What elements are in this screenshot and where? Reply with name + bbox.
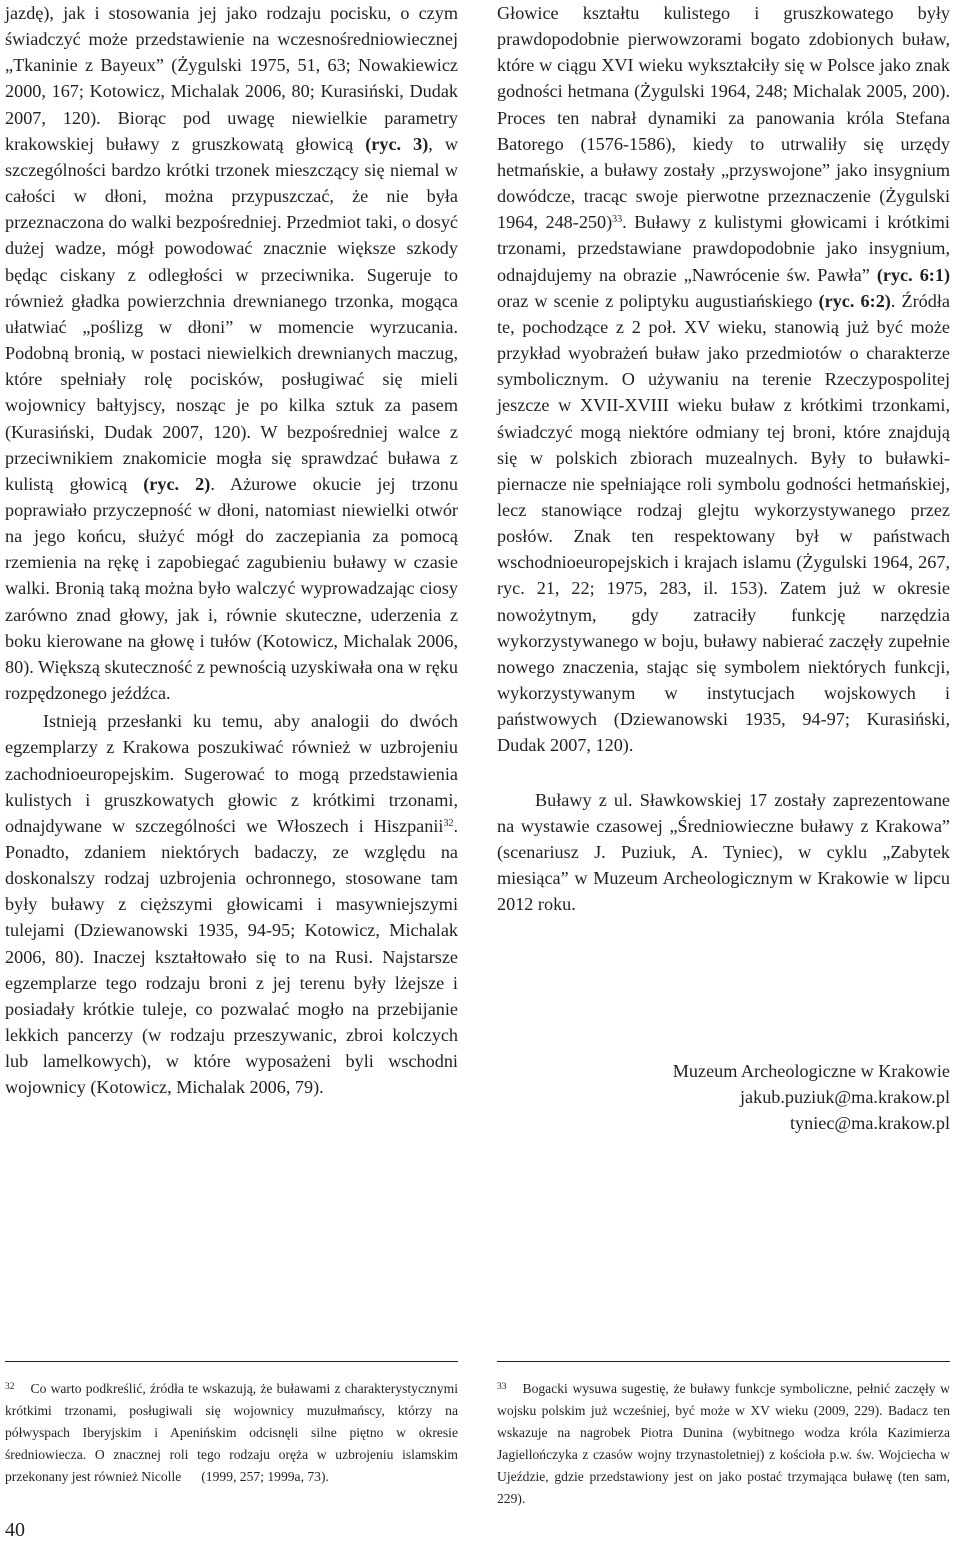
footnote-divider [5,1361,458,1362]
footnote-reference: (1999, 257; 1999a, 73). [201,1469,329,1485]
left-paragraph-2 [5,708,458,1100]
footnote-ref: 32 [443,817,454,829]
text-run: . Buławy z kulistymi głowicami i krótkimi trzonami, przedstawiane prawdopodobnie jako insygnium, odnajdujemy na obrazie „Nawrócenie św. Pawła” [497,212,950,285]
left-paragraph-1 [5,0,458,706]
text-run: Istnieją przesłanki ku temu, aby analogii do dwóch egzemplarzy z Krakowa poszukiwać również w uzbrojeniu zachodnioeuropejskim. Sugerować to mogą przedstawienia kulistych i gruszkowatych głowic z krótkimi trzonami, odnajdywane w szczególności we Włoszech i Hiszpanii [5,711,458,836]
footnote-number: 33 [497,1382,507,1392]
text-run: . Ponadto, zdaniem niektórych badaczy, ze względu na doskonalszy rodzaj uzbrojenia ochronnego, stosowane tam były buławy z cięższymi głowicami i masywniejszymi tulejami (Dziewanowski 1935, 94-95; Kotowicz, Michalak 2006, 80). Inaczej kształtowało się to na Rusi. Najstarsze egzemplarze tego rodzaju broni z jej terenu były lżejsze i posiadały krótkie tuleje, co pozwalać mogło na przebijanie lekkich pancerzy (w rodzaju przeszywanic, zbroi kolczych lub lamelkowych), w które wyposażeni byli wschodni wojownicy (Kotowicz, Michalak 2006, 79). [5,815,458,1098]
text-run: jazdę), jak i stosowania jej jako rodzaju pocisku, o czym świadczyć może przedstawienie na wczesnośredniowiecznej „Tkaninie z Bayeux” (Żygulski 1975, 51, 63; Nowakiewicz 2000, 167; Kotowicz, Michalak 2006, 80; Kurasiński, Dudak 2007, 120). Biorąc pod uwagę niewielkie parametry krakowskiej buławy z gruszkowatą głowicą [5,3,458,154]
footnote-text: Co warto podkreślić, źródła te wskazują, że buławami z charakterystycznymi krótkimi trzonami, posługiwali się wojownicy muzułmańscy, którzy na półwyspach Iberyjskim i Apenińskim odcisnęli silne piętno w okresie średniowiecza. O znacznej roli tego rodzaju oręża w uzbrojeniu islamskim przekonany jest również Nicolle [5,1381,458,1485]
author-email[interactable]: tyniec@ma.krakow.pl [789,1113,950,1134]
footnote-text: Bogacki wysuwa sugestię, że buławy funkcje symboliczne, pełnić zaczęły w wojsku polskim już wcześniej, być może w XV wieku (2009, 229). Badacz ten wskazuje na nagrobek Piotra Dunina (wybitnego wodza króla Kazimierza Jagiellończyka z czasów wojny trzynastoletniej) z kościoła p.w. św. Wojciecha w Ujeździe, gdzie przedstawiony jest on jako postać trzymająca buławę (ten sam, 229). [497,1381,950,1507]
text-run: oraz w scenie z poliptyku augustiańskiego [497,290,819,311]
footnote-number: 32 [5,1382,15,1392]
institution-name: Muzeum Archeologiczne w Krakowie [672,1061,950,1081]
text-run: Głowice kształtu kulistego i gruszkowatego były prawdopodobnie pierwowzorami bogato zdobionych buław, które w ciągu XVI wieku wykształciły się w Polsce jako znak godności hetmana (Żygulski 1964, 248; Michalak 2005, 200). Proces ten nabrał dynamiki za panowania króla Stefana Batorego (1576-1586), kiedy to utrwaliły się urzędy hetmańskie, a buławy zostały „przyswojone” jako insygnium dowódcze, tracąc swoje pierwotne przeznaczenie (Żygulski 1964, 248-250) [497,3,950,233]
footnote-ref: 33 [612,214,623,226]
right-paragraph-2: Buławy z ul. Sławkowskiej 17 zostały zaprezentowane na wystawie czasowej „Średniowieczne buławy z Krakowa” (scenariusz J. Puziuk, A. Tyniec), w cyklu „Zabytek miesiąca” w Muzeum Archeologicznym w Krakowie w lipcu 2012 roku. [497,789,950,915]
text-run: . Źródła te, pochodzące z 2 poł. XV wieku, stanowią już być może przykład wyobrażeń buław jako przedmiotów o charakterze symbolicznym. O używaniu na terenie Rzeczypospolitej jeszcze w XVII-XVIII wieku buław z krótkimi trzonkami, świadczyć mogą niektóre odmiany tej broni, które znajdują się w polskich zbiorach muzealnych. Były to buławki-piernacze nie spełniające roli symbolu godności hetmańskiej, lecz stanowiące rodzaj glejtu wykorzystywanego przez posłów. Znak ten respektowany był w państwach wschodnioeuropejskich i krajach islamu (Żygulski 1964, 267, ryc. 21, 22; 1975, 283, il. 153). Zatem już w okresie nowożytnym, gdy zatraciły funkcję narzędzia wykorzystywanego w boju, buławy nabierać zaczęły zupełnie nowego znaczenia, stając się symbolem niektórych funkcji, wykorzystywanym w instytucjach wojskowych i państwowych (Dziewanowski 1935, 94-97; Kurasiński, Dudak 2007, 120). [497,290,950,756]
text-run: , w szczególności bardzo krótki trzonek mieszczący się niemal w całości w dłoni, można przypuszczać, że nie była przeznaczona do walki bezpośredniej. Przedmiot taki, o dosyć dużej wadze, mógł powodować znacznie większe szkody będąc ciskany z odległości w przeciwnika. Sugeruje to również gładka powierzchnia drewnianego trzonka, mogąca ułatwiać „poślizg w dłoni” w momencie wyrzucania. Podobną bronią, w postaci niewielkich drewnianych maczug, które spełniały rolę pocisków, posługiwać się mieli wojownicy bałtyjscy, nosząc je po kilka sztuk za pasem (Kurasiński, Dudak 2007, 120). W bezpośredniej walce z przeciwnikiem znakomicie mogła się sprawdzać buława z kulistą głowicą [5,133,459,494]
text-run: . Ażurowe okucie jej trzonu poprawiało przyczepność w dłoni, natomiast niewielki otwór na jego końcu, służyć mógł do zaczepiania za pomocą rzemienia na rękę i zapobiegać zagubieniu buławy w czasie walki. Bronią taką można było walczyć wyprowadzając ciosy zarówno znad głowy, jak i, równie skuteczne, uderzenia z boku kierowane na głowę i tułów (Kotowicz, Michalak 2006, 80). Większą skuteczność z pewnością uzyskiwała ona w ręku rozpędzonego jeźdźca. [5,473,458,704]
footnote-33 [497,1378,950,1511]
figure-ref: (ryc. 3) [365,133,429,154]
right-column [497,0,950,1134]
right-paragraph-1 [497,0,950,759]
figure-ref: (ryc. 2) [143,473,211,494]
page-number: 40 [5,1519,25,1541]
figure-ref: (ryc. 6:1) [876,264,950,285]
author-email[interactable]: jakub.puziuk@ma.krakow.pl [739,1087,950,1108]
left-column [5,0,458,1101]
figure-ref: (ryc. 6:2) [818,290,891,311]
footnote-divider [497,1361,950,1362]
author-affiliation [673,1058,950,1136]
footnote-32 [5,1378,458,1488]
